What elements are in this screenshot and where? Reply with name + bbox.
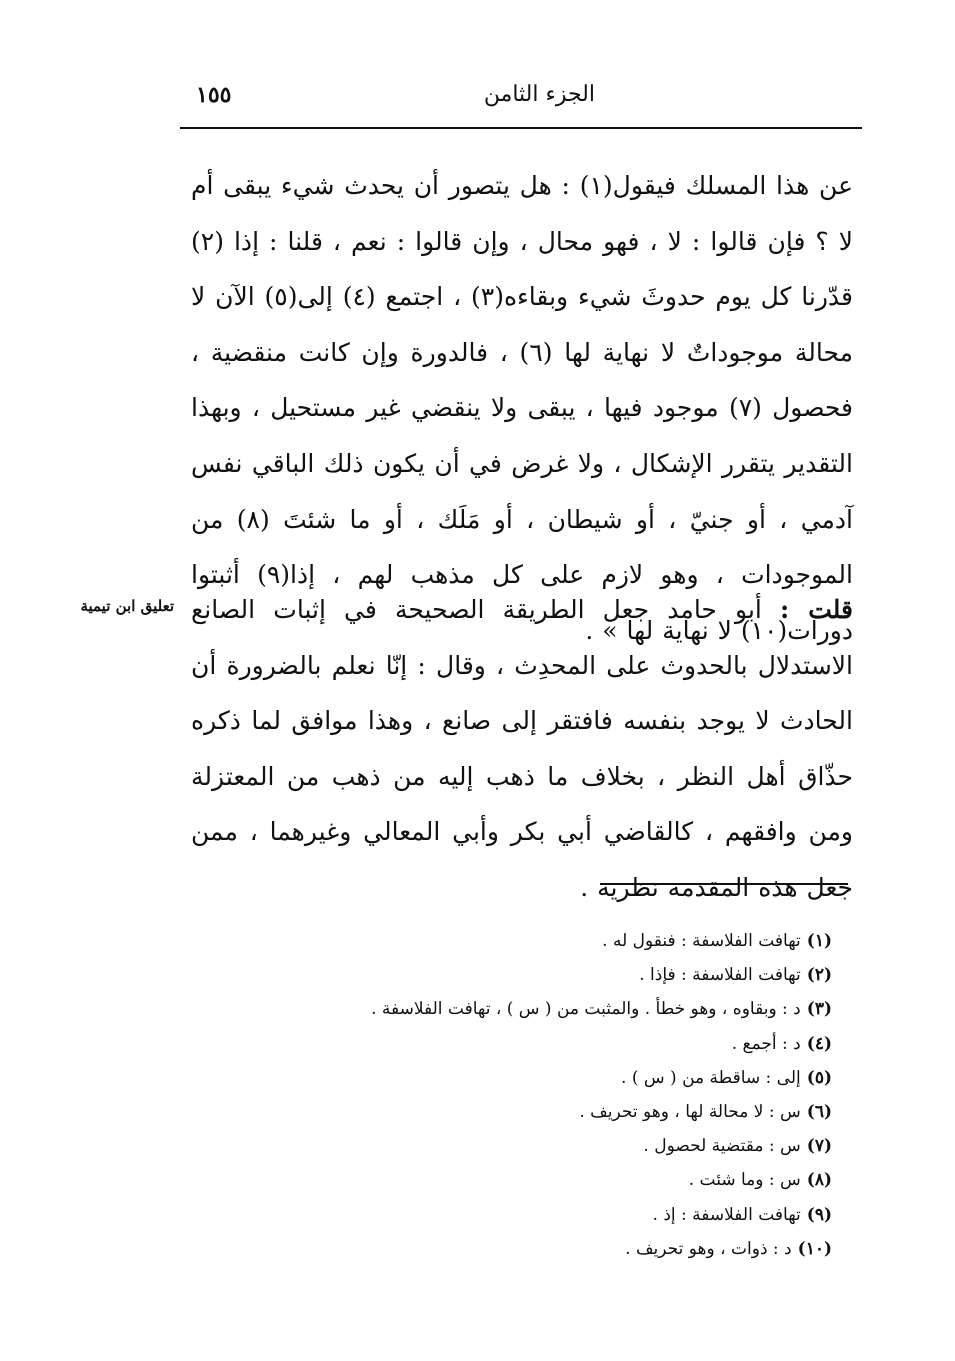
footnote-number: (٨) bbox=[806, 1170, 832, 1191]
footnote-number: (٧) bbox=[806, 1136, 832, 1157]
footnote-item bbox=[272, 992, 832, 1026]
footnote-number: (٩) bbox=[806, 1204, 832, 1225]
footnote-rule bbox=[600, 883, 848, 885]
footnote-text: س : وما شئت . bbox=[688, 1170, 801, 1191]
footnote-text: س : مقتضية لحصول . bbox=[643, 1136, 801, 1157]
paragraph-2 bbox=[191, 582, 853, 916]
margin-note: تعليق ابن تيمية bbox=[80, 597, 174, 615]
footnote-number: (٦) bbox=[806, 1102, 832, 1123]
footnote-item bbox=[272, 1129, 832, 1163]
footnote-item bbox=[272, 1232, 832, 1266]
page-number: ١٥٥ bbox=[196, 82, 232, 108]
footnote-text: تهافت الفلاسفة : إذ . bbox=[652, 1204, 801, 1225]
paragraph-2-lead: قلت : bbox=[780, 595, 853, 624]
footnote-text: د : ذوات ، وهو تحريف . bbox=[625, 1238, 792, 1259]
footnote-item bbox=[272, 1027, 832, 1061]
footnote-number: (١) bbox=[806, 931, 832, 951]
paragraph-1-text: عن هذا المسلك فيقول(١) : هل يتصور أن يحدث شيء يبقى أم لا ؟ فإن قالوا : لا ، فهو محال ، وإن قالوا : نعم ، قلنا : إذا (٢) قدّرنا كل يوم حدوثَ شيء وبقاءه(٣) ، اجتمع (٤) إلى(٥) الآن لا محالة موجوداتٌ لا نهاية لها (٦) ، فالدورة وإن كانت منقضية ، فحصول (٧) موجود فيها ، يبقى ولا ينقضي غير مستحيل ، وبهذا التقدير يتقرر الإشكال ، ولا غرض في أن يكون ذلك الباقي نفس آدمي ، أو جنيّ ، أو شيطان ، أو مَلَك ، أو ما شئتَ (٨) من الموجودات ، وهو لازم على كل مذهب لهم ، إذا(٩) أثبتوا دورات(١٠) لا نهاية لها » . bbox=[191, 171, 854, 645]
footnote-text: تهافت الفلاسفة : فإذا . bbox=[639, 965, 801, 986]
header-rule bbox=[180, 127, 862, 129]
footnote-number: (٤) bbox=[806, 1033, 832, 1054]
footnote-item bbox=[272, 1198, 832, 1232]
footnote-text: س : لا محالة لها ، وهو تحريف . bbox=[579, 1102, 801, 1123]
running-title: الجزء الثامن bbox=[483, 82, 595, 107]
footnote-item bbox=[272, 924, 832, 958]
footnote-number: (٢) bbox=[806, 965, 832, 986]
footnote-item bbox=[272, 1061, 832, 1095]
footnote-text: إلى : ساقطة من ( س ) . bbox=[621, 1067, 801, 1088]
running-head bbox=[180, 78, 855, 118]
footnotes-list bbox=[272, 924, 832, 1266]
footnote-item bbox=[272, 1163, 832, 1197]
footnote-number: (٣) bbox=[806, 999, 832, 1020]
footnote-text: تهافت الفلاسفة : فنقول له . bbox=[602, 931, 801, 951]
footnote-text: د : وبقاوه ، وهو خطأ . والمثبت من ( س ) ، تهافت الفلاسفة . bbox=[371, 999, 801, 1020]
footnote-item bbox=[272, 1095, 832, 1129]
footnote-number: (١٠) bbox=[797, 1238, 832, 1259]
paragraph-2-text: أبو حامد جعل الطريقة الصحيحة في إثبات الصانع الاستدلال بالحدوث على المحدِث ، وقال : إنّا نعلم بالضرورة أن الحادث لا يوجد بنفسه فافتقر إلى صانع ، وهذا موافق لما ذكره حذّاق أهل النظر ، بخلاف ما ذهب إليه من ذهب من المعتزلة ومن وافقهم ، كالقاضي أبي بكر وأبي المعالي وغيرهما ، ممن جعل هذه المقدمة نظرية . bbox=[191, 595, 853, 902]
footnote-number: (٥) bbox=[806, 1067, 832, 1088]
footnote-item bbox=[272, 958, 832, 992]
footnote-text: د : أجمع . bbox=[731, 1033, 801, 1054]
